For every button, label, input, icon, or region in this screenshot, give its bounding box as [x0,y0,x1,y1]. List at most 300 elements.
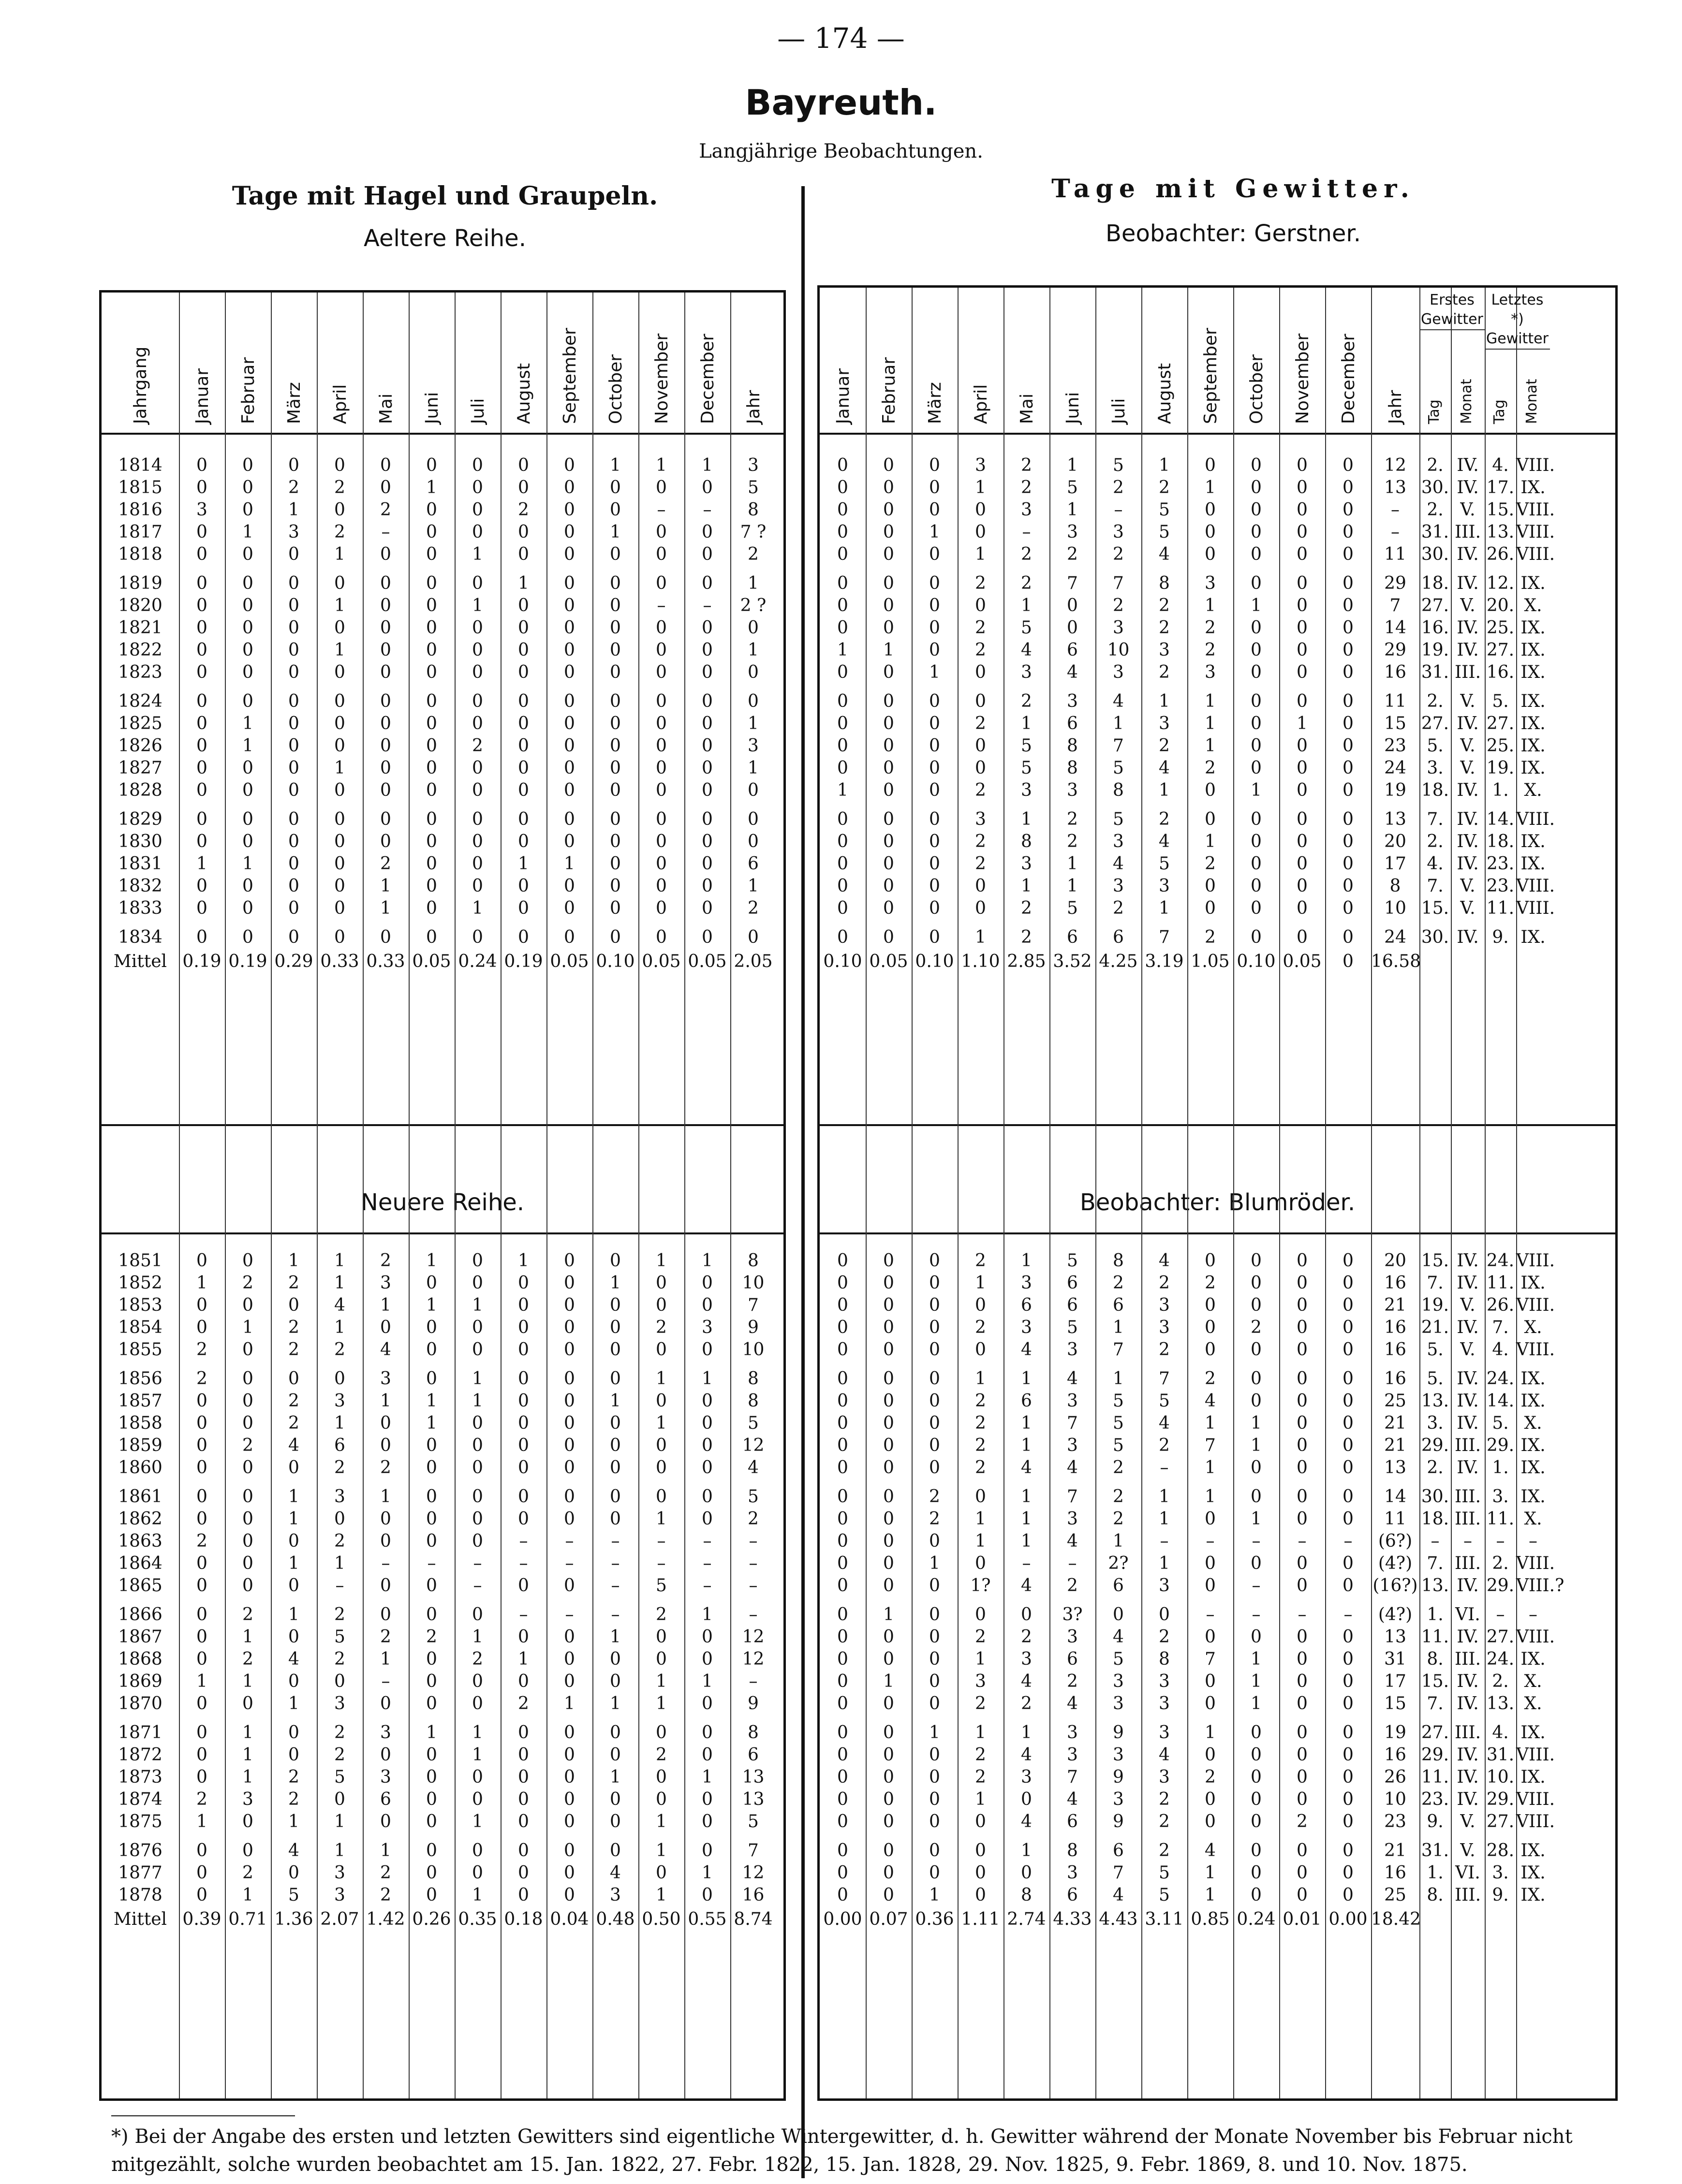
table-cell: 0 [929,1671,940,1691]
table-cell: III. [1454,1509,1481,1529]
table-cell: 0 [702,1487,713,1507]
table-cell: 2. [1427,455,1444,475]
table-cell: 20. [1486,596,1515,616]
table-cell: 1815 [118,478,162,498]
table-cell: 5 [1113,1649,1124,1669]
table-row [102,1457,783,1479]
table-cell: 1 [288,1251,299,1271]
table-cell: 2 [426,1627,437,1647]
table-cell: 0 [1205,455,1216,475]
table-cell: 0 [380,1509,391,1529]
table-cell: 0 [380,1531,391,1551]
table-cell: 9 [748,1318,759,1337]
table-cell: 1 [883,1671,894,1691]
table-cell: IV. [1457,478,1479,498]
table-cell: 0 [196,1745,207,1765]
table-cell: 1 [518,573,529,593]
table-cell: 0 [656,854,667,874]
hail-table [99,290,786,2101]
table-row [102,1412,783,1435]
table-cell: 0 [196,1576,207,1596]
table-cell: 1 [288,1487,299,1507]
table-cell: 0 [1251,662,1262,682]
table-cell: 0 [472,1487,483,1507]
table-cell: 3 [1021,1767,1032,1787]
table-cell: 0 [929,618,940,638]
table-cell: – [1252,1531,1261,1551]
table-cell: 0 [883,1812,894,1832]
table-cell: 3. [1427,758,1444,778]
table-cell: 0.05 [412,952,451,971]
table-cell: 0 [656,1767,667,1787]
table-cell: 1 [472,1295,483,1315]
table-cell: 3.52 [1053,952,1092,971]
table-cell: – [703,596,712,616]
table-row [820,1435,1615,1457]
table-cell: 1819 [118,573,162,593]
table-cell: 1 [975,1369,986,1389]
table-cell: 0 [975,898,986,918]
table-cell: V. [1460,758,1475,778]
table-cell: 5. [1427,1369,1444,1389]
table-cell: 1 [288,500,299,520]
table-cell: 1 [380,1841,391,1861]
table-cell: 0 [929,1273,940,1293]
table-row [102,875,783,897]
table-cell: 0 [518,544,529,564]
table-cell: 29. [1486,1789,1515,1809]
table-cell: 0 [656,1391,667,1411]
table-cell: 2 [975,1436,986,1455]
table-cell: 3 [1067,1745,1078,1765]
table-cell: 0 [196,544,207,564]
table-cell: 2 [518,500,529,520]
table-cell: 1 [380,1391,391,1411]
table-cell: 0 [610,1458,621,1478]
table-cell: 0 [288,780,299,800]
table-cell: 0 [883,1413,894,1433]
table-cell: 7 [1067,573,1078,593]
table-cell: 1 [883,640,894,660]
table-cell: 1 [702,1671,713,1691]
table-cell: 0 [242,1413,253,1433]
table-cell: 0 [426,618,437,638]
table-cell: 2 [288,1273,299,1293]
table-cell: 0 [196,1627,207,1647]
table-cell: 0 [837,1391,848,1411]
table-cell: 0 [702,898,713,918]
table-cell: 1 [1113,1369,1124,1389]
table-cell: 4 [1159,758,1170,778]
table-row [102,1744,783,1766]
table-cell: (16?) [1372,1576,1418,1596]
column-header: April [971,384,991,424]
table-cell: 1 [656,1413,667,1433]
table-cell: 0 [656,780,667,800]
table-cell: 1 [1205,691,1216,711]
table-cell: 1 [610,1627,621,1647]
table-cell: – [565,1605,574,1625]
table-cell: 1871 [118,1723,162,1743]
table-cell: 1861 [118,1487,162,1507]
table-cell: 0 [1205,522,1216,542]
table-cell: 6 [1067,640,1078,660]
table-cell: 4 [1159,544,1170,564]
table-cell: 2 [1067,1576,1078,1596]
table-cell: 0 [837,736,848,756]
table-cell: 0 [518,662,529,682]
table-cell: 0 [564,1487,575,1507]
table-cell: 0 [242,927,253,947]
table-cell: 0 [564,1458,575,1478]
table-cell: 18. [1421,1509,1449,1529]
table-cell: IV. [1457,1251,1479,1271]
table-cell: 0 [380,691,391,711]
table-cell: 0 [837,691,848,711]
table-cell: 31. [1421,662,1449,682]
table-cell: IV. [1457,1671,1479,1691]
column-header: März [925,382,945,424]
table-cell: 6 [380,1789,391,1809]
table-cell: 0 [196,927,207,947]
table-cell: 1. [1427,1605,1444,1625]
table-cell: III. [1454,662,1481,682]
table-cell: 2 [242,1605,253,1625]
table-row [102,1317,783,1339]
table-cell: 1 [1205,1487,1216,1507]
table-cell: 0 [883,758,894,778]
table-cell: 14. [1486,809,1515,829]
table-cell: 2 [1067,809,1078,829]
table-cell: 7. [1427,1694,1444,1714]
table-cell: 0 [1205,1789,1216,1809]
table-cell: 0 [837,573,848,593]
table-cell: 1 [1205,1413,1216,1433]
table-cell: 21 [1384,1436,1406,1455]
column-header: Jahr [1386,390,1405,424]
table-cell: 3 [380,1767,391,1787]
table-cell: 1 [334,758,345,778]
table-cell: 0 [610,596,621,616]
table-cell: 1 [426,1723,437,1743]
table-cell: 1 [1159,455,1170,475]
table-cell: 4 [1021,1745,1032,1765]
table-cell: 8 [1021,1885,1032,1905]
table-cell: 6 [748,854,759,874]
table-cell: – [749,1605,758,1625]
table-cell: 0 [518,1487,529,1507]
table-cell: 0 [883,618,894,638]
table-cell: 0 [837,478,848,498]
table-row [820,1339,1615,1361]
table-row [102,617,783,639]
table-cell: 1.10 [961,952,1000,971]
table-cell: 0 [472,780,483,800]
table-cell: 0 [1251,1251,1262,1271]
table-cell: 0 [1205,500,1216,520]
table-cell: 0 [837,544,848,564]
table-cell: 8 [1067,1841,1078,1861]
table-cell: 1 [656,1671,667,1691]
table-cell: 0 [837,1605,848,1625]
table-cell: 0 [975,758,986,778]
table-cell: 5. [1492,1413,1509,1433]
table-row [102,1390,783,1412]
table-cell: 0 [656,736,667,756]
table-cell: 0 [242,1295,253,1315]
table-cell: 1 [975,927,986,947]
table-cell: 0 [472,1531,483,1551]
table-cell: 0 [656,640,667,660]
left-subheading: Aeltere Reihe. [364,225,526,252]
table-cell: 0 [1343,1509,1354,1529]
table-cell: 3 [334,1487,345,1507]
table-cell: 0 [518,927,529,947]
table-cell: 0 [610,714,621,733]
table-cell: 0 [975,1605,986,1625]
table-cell: 15. [1486,500,1515,520]
table-cell: 0 [610,662,621,682]
table-row [102,926,783,949]
table-cell: – [1160,1531,1169,1551]
table-cell: 1827 [118,758,162,778]
page-number: — 174 — [777,22,905,55]
table-cell: IV. [1457,1413,1479,1433]
table-cell: 0 [288,1369,299,1389]
table-cell: 0 [472,832,483,851]
table-cell: 1872 [118,1745,162,1765]
table-cell: 7 [1113,736,1124,756]
table-cell: 8 [748,1251,759,1271]
table-cell: 1 [1159,898,1170,918]
table-cell: 0 [288,1531,299,1551]
table-cell: 9 [1113,1812,1124,1832]
table-cell: 2 [1113,478,1124,498]
table-cell: 0 [975,1863,986,1883]
table-cell: 5 [1159,500,1170,520]
table-cell: 0 [1343,1391,1354,1411]
table-cell: IX. [1520,1767,1546,1787]
table-cell: 2 [242,1863,253,1883]
table-cell: 0 [380,1318,391,1337]
table-cell: VIII. [1516,1295,1555,1315]
table-cell: 1 [242,714,253,733]
table-cell: 5 [1159,1863,1170,1883]
table-cell: 16 [1384,1745,1406,1765]
table-row [820,1811,1615,1833]
table-cell: 13 [742,1767,765,1787]
table-cell: 0 [929,1251,940,1271]
table-cell: 4 [1205,1391,1216,1411]
table-cell: 0 [564,596,575,616]
table-cell: 31. [1421,1841,1449,1861]
table-cell: 0 [656,1436,667,1455]
table-cell: 0 [426,1369,437,1389]
table-cell: 0 [610,1841,621,1861]
table-cell: X. [1524,780,1542,800]
column-header: Tag [1425,399,1443,424]
table-cell: 19 [1384,1723,1406,1743]
table-cell: 0 [702,832,713,851]
table-cell: 0 [564,522,575,542]
table-cell: 2 [1113,1458,1124,1478]
table-cell: 1 [1251,1413,1262,1433]
table-cell: 13 [1384,1627,1406,1647]
table-cell: 8 [1113,780,1124,800]
table-cell: 0 [1251,1487,1262,1507]
table-cell: IX. [1520,662,1546,682]
table-cell: 1 [242,854,253,874]
table-cell: 0 [610,1251,621,1271]
table-cell: 0 [518,1789,529,1809]
table-cell: 0 [929,640,940,660]
table-cell: IX. [1520,640,1546,660]
table-cell: 0 [518,876,529,896]
table-row [102,454,783,477]
table-cell: 1 [656,1694,667,1714]
table-cell: 0 [929,1436,940,1455]
table-cell: 1 [334,1413,345,1433]
column-header: Januar [833,368,853,424]
table-cell: 2 [1067,832,1078,851]
table-cell: 0 [288,1458,299,1478]
table-cell: 1 [1021,1436,1032,1455]
table-cell: 2 [1159,1340,1170,1360]
table-cell: VIII. [1516,876,1555,896]
table-cell: 0 [196,573,207,593]
table-cell: 0 [929,1812,940,1832]
table-cell: 0 [610,1413,621,1433]
table-cell: 0 [702,758,713,778]
table-cell: 1869 [118,1671,162,1691]
table-cell: 0 [1067,596,1078,616]
table-cell: 0 [975,1295,986,1315]
table-cell: 5 [1159,1885,1170,1905]
table-cell: 5 [748,1812,759,1832]
table-cell: 0 [1343,1554,1354,1573]
table-cell: 20 [1384,1251,1406,1271]
table-cell: 2 [380,854,391,874]
table-cell: 0 [564,1745,575,1765]
table-cell: 0 [883,1369,894,1389]
table-cell: 0 [564,876,575,896]
table-cell: III. [1454,1649,1481,1669]
table-cell: 0 [242,898,253,918]
table-cell: 0 [1251,1295,1262,1315]
table-cell: 0 [837,1509,848,1529]
table-cell: 1 [975,1649,986,1669]
table-cell: 0 [929,455,940,475]
table-row [102,499,783,521]
table-cell: 28. [1486,1841,1515,1861]
table-cell: 0 [1343,898,1354,918]
table-cell: V. [1460,898,1475,918]
table-cell: 0 [1343,1576,1354,1596]
table-cell: 0 [380,758,391,778]
table-cell: VIII. [1516,1789,1555,1809]
table-cell: 2 [975,780,986,800]
table-cell: 0 [196,1318,207,1337]
table-cell: 0 [242,618,253,638]
table-cell: 0 [1343,952,1354,971]
table-cell: IX. [1520,1487,1546,1507]
table-cell: 0 [1251,1789,1262,1809]
table-cell: 25. [1486,618,1515,638]
table-cell: 0 [564,714,575,733]
table-cell: 0 [564,898,575,918]
table-cell: 0 [748,780,759,800]
table-cell: 1 [975,544,986,564]
table-cell: 0 [1251,1340,1262,1360]
table-cell: 0 [1343,736,1354,756]
table-cell: 0 [610,544,621,564]
table-cell: 3 [334,1863,345,1883]
table-cell: 1 [702,1767,713,1787]
table-cell: 0 [1297,1295,1308,1315]
table-cell: 7. [1427,876,1444,896]
table-middle-band [820,1124,1615,1234]
table-cell: 11 [1384,544,1406,564]
table-cell: 3 [334,1391,345,1411]
table-cell: 5 [1021,758,1032,778]
table-cell: 1864 [118,1554,162,1573]
footnote-rule [111,2115,295,2116]
table-cell: 1 [1205,1863,1216,1883]
table-cell: 0 [610,478,621,498]
table-cell: 5 [1113,1391,1124,1411]
table-cell: 0 [196,1694,207,1714]
table-cell: V. [1460,691,1475,711]
table-cell: 0 [564,780,575,800]
table-cell: 3 [1113,832,1124,851]
table-cell: 0 [518,1295,529,1315]
table-cell: 0.10 [915,952,954,971]
table-cell: IV. [1457,809,1479,829]
table-cell: 16 [1384,1369,1406,1389]
table-row [820,779,1615,802]
table-cell: 1 [656,455,667,475]
table-cell: 1 [472,544,483,564]
table-cell: 3. [1492,1863,1509,1883]
table-row [820,1648,1615,1671]
table-cell: 3 [1067,1509,1078,1529]
table-cell: 0 [1251,1745,1262,1765]
table-cell: 0 [564,1273,575,1293]
table-cell: 9 [1113,1767,1124,1787]
table-cell: 0 [518,736,529,756]
table-cell: 18. [1421,573,1449,593]
table-cell: 0 [196,1458,207,1478]
table-cell: 0 [837,1273,848,1293]
table-cell: 0 [242,478,253,498]
table-cell: 0 [1251,1767,1262,1787]
table-cell: 0 [1297,1723,1308,1743]
table-cell: 0 [334,854,345,874]
table-cell: 0 [656,573,667,593]
table-cell: 3 [1113,876,1124,896]
table-row [102,1722,783,1744]
table-cell: 26. [1486,544,1515,564]
table-cell: 0 [929,758,940,778]
table-cell: 0 [1343,662,1354,682]
table-cell: – [565,1554,574,1573]
table-cell: 0 [518,1863,529,1883]
table-cell: 27. [1421,596,1449,616]
table-cell: 7. [1427,809,1444,829]
table-cell: 0 [837,1340,848,1360]
table-cell: 0 [883,1391,894,1411]
table-cell: 6 [1067,1273,1078,1293]
